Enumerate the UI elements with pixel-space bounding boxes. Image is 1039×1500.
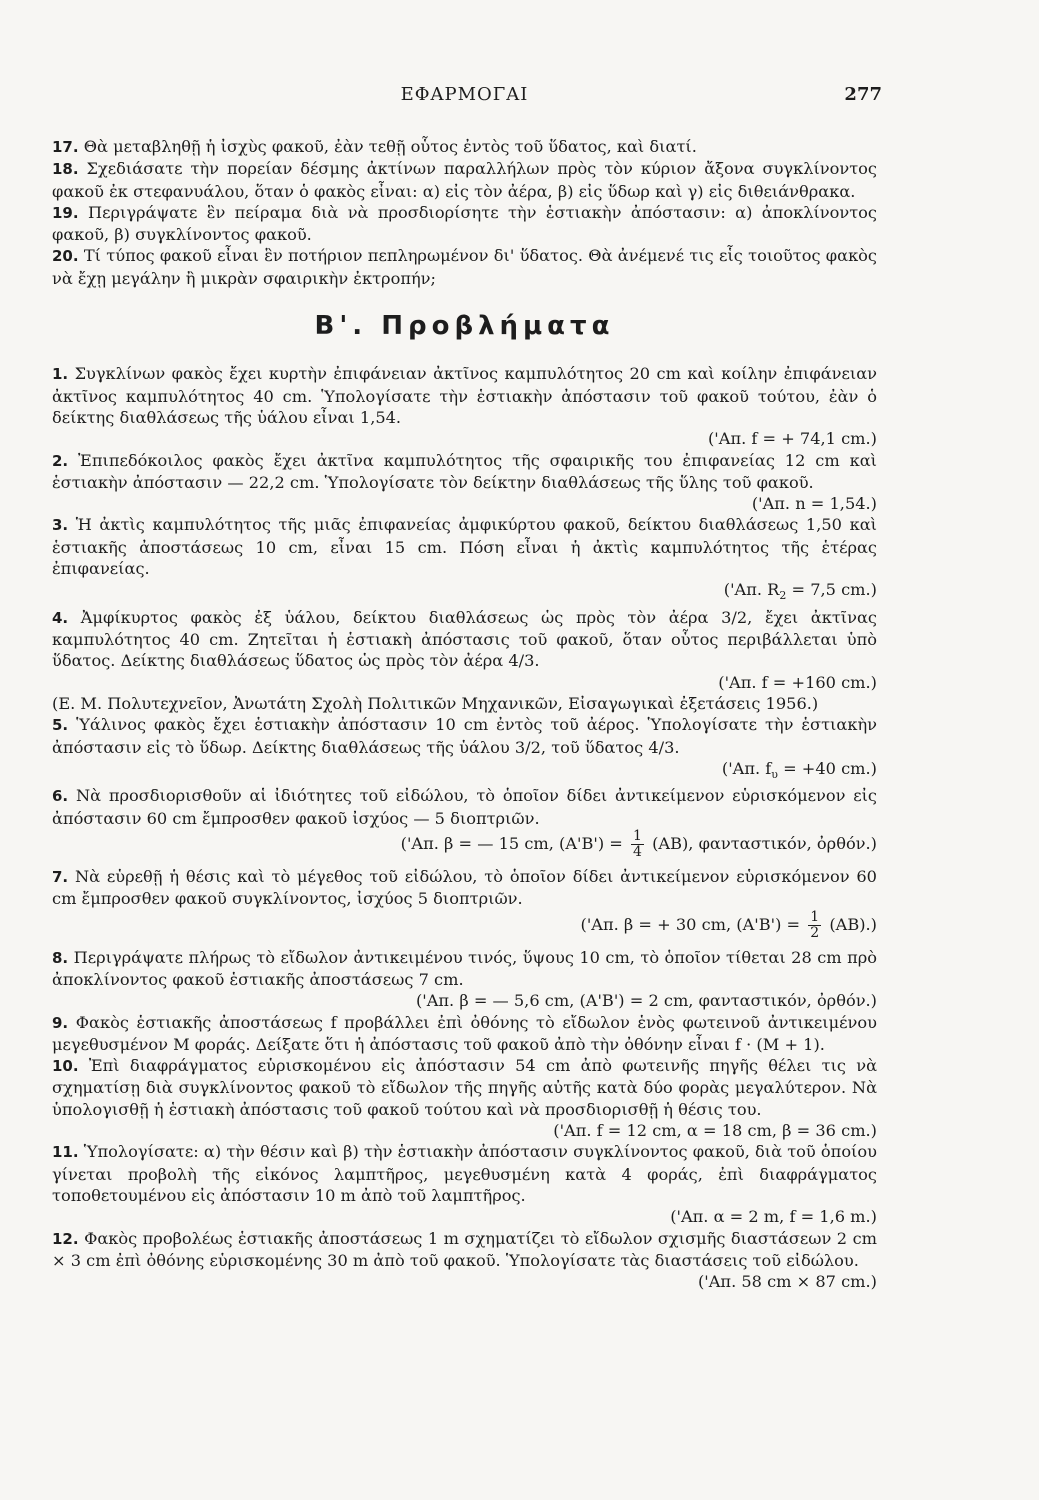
problem-text: Ὑάλινος φακὸς ἔχει ἑστιακὴν ἀπόστασιν 10 cm ἐντὸς τοῦ ἀέρος. Ὑπολογίσατε τὴν ἑστιακὴν ἀπόστασιν εἰς τὸ ὕδωρ. Δείκτης διαθλάσεως τῆς ὑάλου 3/2, τοῦ ὕδατος 4/3. xyxy=(52,715,877,757)
question-text: Σχεδιάσατε τὴν πορείαν δέσμης ἀκτίνων παραλλήλων πρὸς τὸν κύριον ἄξονα συγκλίνοντος φακοῦ ἐκ στεφανυάλου, ὅταν ὁ φακὸς εἶναι: α) εἰς τὸν ἀέρα, β) εἰς ὕδωρ καὶ γ) εἰς διθειάνθρακα. xyxy=(52,159,877,201)
answer-text: ('Απ. R xyxy=(723,580,780,600)
fraction-numerator: 1 xyxy=(633,828,642,845)
question-number: 19. xyxy=(52,203,79,222)
problem-number: 1. xyxy=(52,365,69,384)
fraction-denominator: 4 xyxy=(633,844,642,861)
problem-answer: ('Απ. n = 1,54.) xyxy=(751,494,877,514)
problem-answer: ('Απ. f = + 74,1 cm.) xyxy=(707,429,877,449)
problem-number: 9. xyxy=(52,1013,69,1032)
problem-text: Νὰ εὑρεθῇ ἡ θέσις καὶ τὸ μέγεθος τοῦ εἰδώλου, τὸ ὁποῖον δίδει ἀντικείμενον εὑρισκόμενον 60 cm ἔμπροσθεν φακοῦ συγκλίνοντος, ἰσχύος 5 διοπτριῶν. xyxy=(52,867,877,909)
question-text: Θὰ μεταβληθῇ ἡ ἰσχὺς φακοῦ, ἐὰν τεθῇ οὗτος ἐντὸς τοῦ ὕδατος, καὶ διατί. xyxy=(83,137,697,156)
problem-answer xyxy=(52,910,877,941)
problem-number: 3. xyxy=(52,516,69,535)
problem-answer: ('Απ. f = 12 cm, α = 18 cm, β = 36 cm.) xyxy=(553,1121,877,1141)
problem-3 xyxy=(52,514,877,579)
question-19 xyxy=(52,202,877,246)
answer-text: = 7,5 cm.) xyxy=(786,580,877,600)
page-body xyxy=(52,136,877,1292)
problem-number: 5. xyxy=(52,716,69,735)
problem-number: 10. xyxy=(52,1057,79,1076)
problem-number: 8. xyxy=(52,948,69,967)
question-17 xyxy=(52,136,877,158)
problem-answer: ('Απ. α = 2 m, f = 1,6 m.) xyxy=(670,1207,877,1227)
question-20 xyxy=(52,245,877,289)
problem-number: 7. xyxy=(52,868,69,887)
problem-number: 2. xyxy=(52,451,69,470)
problem-4 xyxy=(52,607,877,672)
fraction-denominator: 2 xyxy=(810,924,820,941)
problem-number: 11. xyxy=(52,1143,79,1162)
fraction xyxy=(631,829,644,860)
answer-subscript: υ xyxy=(771,768,778,782)
answer-text: ('Απ. f xyxy=(721,758,772,778)
problem-text: Φακὸς προβολέως ἑστιακῆς ἀποστάσεως 1 m σχηματίζει τὸ εἴδωλον σχισμῆς διαστάσεων 2 cm × 3 cm ἐπὶ ὀθόνης εὑρισκομένης 30 m ἀπὸ τοῦ φακοῦ. Ὑπολογίσατε τὰς διαστάσεις τοῦ εἰδώλου. xyxy=(52,1228,877,1270)
answer-text: (AB).) xyxy=(824,914,877,934)
question-number: 17. xyxy=(52,138,79,156)
problem-text: Ἐπιπεδόκοιλος φακὸς ἔχει ἀκτῖνα καμπυλότητος τῆς σφαιρικῆς του ἐπιφανείας 12 cm καὶ ἑστιακὴν ἀπόστασιν — 22,2 cm. Ὑπολογίσατε τὸν δείκτην διαθλάσεως τῆς ὕλης τοῦ φακοῦ. xyxy=(52,450,877,492)
problem-text: Ἀμφίκυρτος φακὸς ἐξ ὑάλου, δείκτου διαθλάσεως ὡς πρὸς τὸν ἀέρα 3/2, ἔχει ἀκτῖνας καμπυλότητος 40 cm. Ζητεῖται ἡ ἑστιακὴ ἀπόστασις τοῦ φακοῦ, ὅταν οὗτος περιβάλλεται ὑπὸ ὕδατος. Δείκτης διαθλάσεως ὕδατος ὡς πρὸς τὸν ἀέρα 4/3. xyxy=(52,607,877,671)
problem-2 xyxy=(52,450,877,494)
problem-9 xyxy=(52,1012,877,1056)
problem-answer: ('Απ. 58 cm × 87 cm.) xyxy=(697,1272,877,1292)
problem-text: Συγκλίνων φακὸς ἔχει κυρτὴν ἐπιφάνειαν ἀκτῖνος καμπυλότητος 20 cm καὶ κοίλην ἐπιφάνειαν ἀκτῖνος καμπυλότητος 40 cm. Ὑπολογίσατε τὴν ἑστιακὴν ἀπόστασιν τοῦ φακοῦ τούτου, ἐὰν ὁ δείκτης διαθλάσεως τῆς ὑάλου εἶναι 1,54. xyxy=(52,364,877,427)
section-title: Β'. Προβλήματα xyxy=(314,311,615,342)
problem-5 xyxy=(52,714,877,758)
answer-text: = +40 cm.) xyxy=(777,758,877,778)
question-number: 18. xyxy=(52,160,79,179)
problem-answer xyxy=(52,579,877,607)
problem-12 xyxy=(52,1228,877,1272)
answer-text: (AB), φανταστικόν, ὀρθόν.) xyxy=(646,834,877,854)
page-number: 277 xyxy=(844,84,882,105)
answer-text: ('Απ. β = — 15 cm, (A'B') = xyxy=(400,834,629,854)
problem-text: Νὰ προσδιορισθοῦν αἱ ἰδιότητες τοῦ εἰδώλου, τὸ ὁποῖον δίδει ἀντικείμενον εὑρισκόμενον εἰς ἀπόστασιν 60 cm ἔμπροσθεν φακοῦ ἰσχύος — 5 διοπτριῶν. xyxy=(52,786,877,828)
answer-subscript: 2 xyxy=(779,589,787,603)
problem-answer: ('Απ. f = +160 cm.) xyxy=(718,672,877,692)
problem-answer xyxy=(52,829,877,860)
question-text: Περιγράψατε ἓν πείραμα διὰ νὰ προσδιορίσητε τὴν ἑστιακὴν ἀπόστασιν: α) ἀποκλίνοντος φακοῦ, β) συγκλίνοντος φακοῦ. xyxy=(52,202,877,245)
problem-8 xyxy=(52,947,877,991)
question-number: 20. xyxy=(52,247,79,266)
problem-11 xyxy=(52,1141,877,1206)
running-title: ΕΦΑΡΜΟΓΑΙ xyxy=(400,84,529,105)
problem-answer: ('Απ. β = — 5,6 cm, (A'B') = 2 cm, φανταστικόν, ὀρθόν.) xyxy=(415,991,877,1011)
problem-text: Περιγράψατε πλήρως τὸ εἴδωλον ἀντικειμένου τινός, ὕψους 10 cm, τὸ ὁποῖον τίθεται 28 cm πρὸ ἀποκλίνοντος φακοῦ ἑστιακῆς ἀποστάσεως 7 cm. xyxy=(52,947,877,989)
fraction xyxy=(808,910,821,941)
problem-text: Φακὸς ἑστιακῆς ἀποστάσεως f προβάλλει ἐπὶ ὀθόνης τὸ εἴδωλον ἑνὸς φωτεινοῦ ἀντικειμένου μεγεθυσμένον Μ φοράς. Δείξατε ὅτι ἡ ἀπόστασις τοῦ φακοῦ ἀπὸ τὴν ὀθόνην εἶναι f · (M + 1). xyxy=(52,1012,877,1054)
problem-text: Ἐπὶ διαφράγματος εὑρισκομένου εἰς ἀπόστασιν 54 cm ἀπὸ φωτεινῆς πηγῆς θέλει τις νὰ σχηματίσῃ διὰ συγκλίνοντος φακοῦ τὸ εἴδωλον τῆς πηγῆς αὐτῆς κατὰ δύο φορὰς μεγαλύτερον. Νὰ ὑπολογισθῇ ἡ ἑστιακὴ ἀπόστασις τοῦ φακοῦ τούτου καὶ νὰ προσδιορισθῇ ἡ θέσις του. xyxy=(52,1056,878,1119)
problem-number: 12. xyxy=(52,1229,79,1248)
problem-6 xyxy=(52,785,877,829)
problem-number: 6. xyxy=(52,787,69,806)
question-18 xyxy=(52,158,877,202)
problem-1 xyxy=(52,363,877,428)
problem-answer xyxy=(52,758,877,786)
answer-text: ('Απ. β = + 30 cm, (A'B') = xyxy=(580,914,806,934)
fraction-numerator: 1 xyxy=(810,908,820,925)
problem-source: (Ε. Μ. Πολυτεχνεῖον, Ἀνωτάτη Σχολὴ Πολιτικῶν Μηχανικῶν, Εἰσαγωγικαὶ ἐξετάσεις 1956.) xyxy=(52,694,819,714)
problem-text: Ὑπολογίσατε: α) τὴν θέσιν καὶ β) τὴν ἑστιακὴν ἀπόστασιν συγκλίνοντος φακοῦ, διὰ τοῦ ὁποίου γίνεται προβολὴ τῆς εἰκόνος λαμπτῆρος, μεγεθυσμένη κατὰ 4 φοράς, ἐπὶ διαφράγματος τοποθετουμένου εἰς ἀπόστασιν 10 m ἀπὸ τοῦ λαμπτῆρος. xyxy=(52,1142,877,1205)
problem-7 xyxy=(52,866,877,910)
question-text: Τί τύπος φακοῦ εἶναι ἓν ποτήριον πεπληρωμένον δι' ὕδατος. Θὰ ἀνέμενέ τις εἷς τοιοῦτος φακὸς νὰ ἔχῃ μεγάλην ἢ μικρὰν σφαιρικὴν ἐκτροπήν; xyxy=(52,246,877,288)
problem-number: 4. xyxy=(52,608,69,627)
problem-10 xyxy=(52,1055,877,1120)
problem-text: Ἡ ἀκτὶς καμπυλότητος τῆς μιᾶς ἐπιφανείας ἀμφικύρτου φακοῦ, δείκτου διαθλάσεως 1,50 καὶ ἑστιακῆς ἀποστάσεως 10 cm, εἶναι 15 cm. Πόση εἶναι ἡ ἀκτὶς καμπυλότητος τῆς ἑτέρας ἐπιφανείας. xyxy=(52,515,877,579)
